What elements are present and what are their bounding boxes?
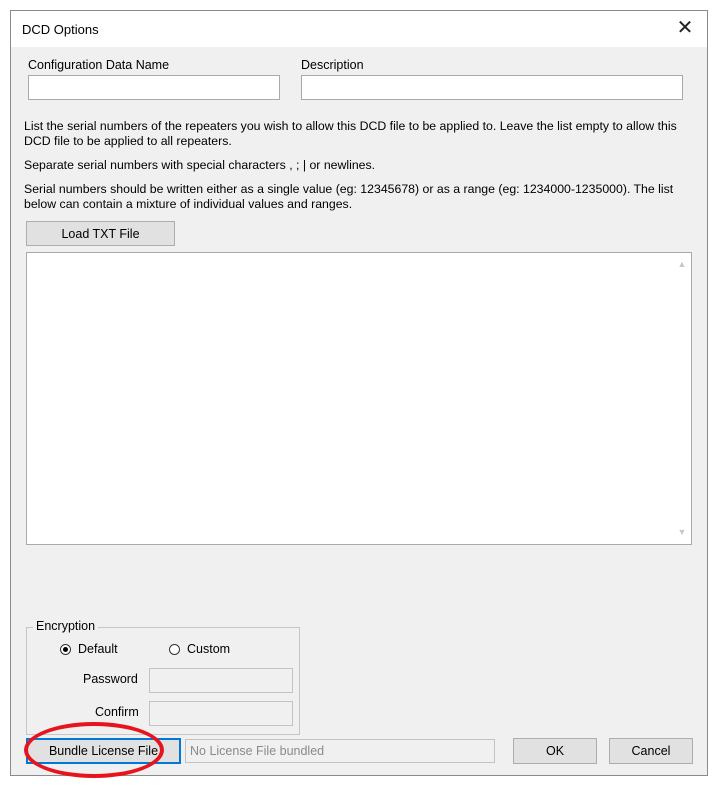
password-label: Password xyxy=(83,672,138,686)
dialog-title: DCD Options xyxy=(22,22,99,37)
bundle-license-file-button[interactable]: Bundle License File xyxy=(26,738,181,764)
cancel-button[interactable]: Cancel xyxy=(609,738,693,764)
serial-numbers-textarea[interactable] xyxy=(26,252,692,545)
title-bar xyxy=(11,11,707,47)
custom-radio[interactable] xyxy=(169,644,180,655)
radio-selected-dot-icon xyxy=(63,647,68,652)
load-txt-file-button[interactable]: Load TXT File xyxy=(26,221,175,246)
instruction-serial-list: List the serial numbers of the repeaters you wish to allow this DCD file to be applied to. Leave the list empty to allow this DCD file to be applied to all repeaters. xyxy=(24,119,677,148)
license-file-status-text: No License File bundled xyxy=(190,744,325,758)
encryption-group xyxy=(26,619,300,735)
instruction-separators: Separate serial numbers with special characters , ; | or newlines. xyxy=(24,158,376,172)
license-file-status-field xyxy=(185,739,495,763)
scroll-down-arrow-icon[interactable]: ▼ xyxy=(677,527,687,537)
description-input[interactable] xyxy=(301,75,683,100)
default-radio[interactable] xyxy=(60,644,71,655)
encryption-group-label: Encryption xyxy=(33,619,98,633)
confirm-label: Confirm xyxy=(95,705,139,719)
config-name-label: Configuration Data Name xyxy=(28,58,170,72)
config-name-input[interactable] xyxy=(28,75,280,100)
instruction-format: Serial numbers should be written either as a single value (eg: 12345678) or as a range (eg: 1234000-1235000). The list below can contain a mixture of individual values and ranges. xyxy=(24,182,674,211)
description-label: Description xyxy=(301,58,364,72)
close-icon[interactable]: ✕ xyxy=(676,17,694,39)
password-input[interactable] xyxy=(149,668,293,693)
dcd-options-dialog xyxy=(10,10,708,776)
custom-radio-label[interactable]: Custom xyxy=(187,642,231,656)
confirm-password-input[interactable] xyxy=(149,701,293,726)
scroll-up-arrow-icon[interactable]: ▲ xyxy=(677,259,687,269)
default-radio-label[interactable]: Default xyxy=(78,642,118,656)
ok-button[interactable]: OK xyxy=(513,738,597,764)
